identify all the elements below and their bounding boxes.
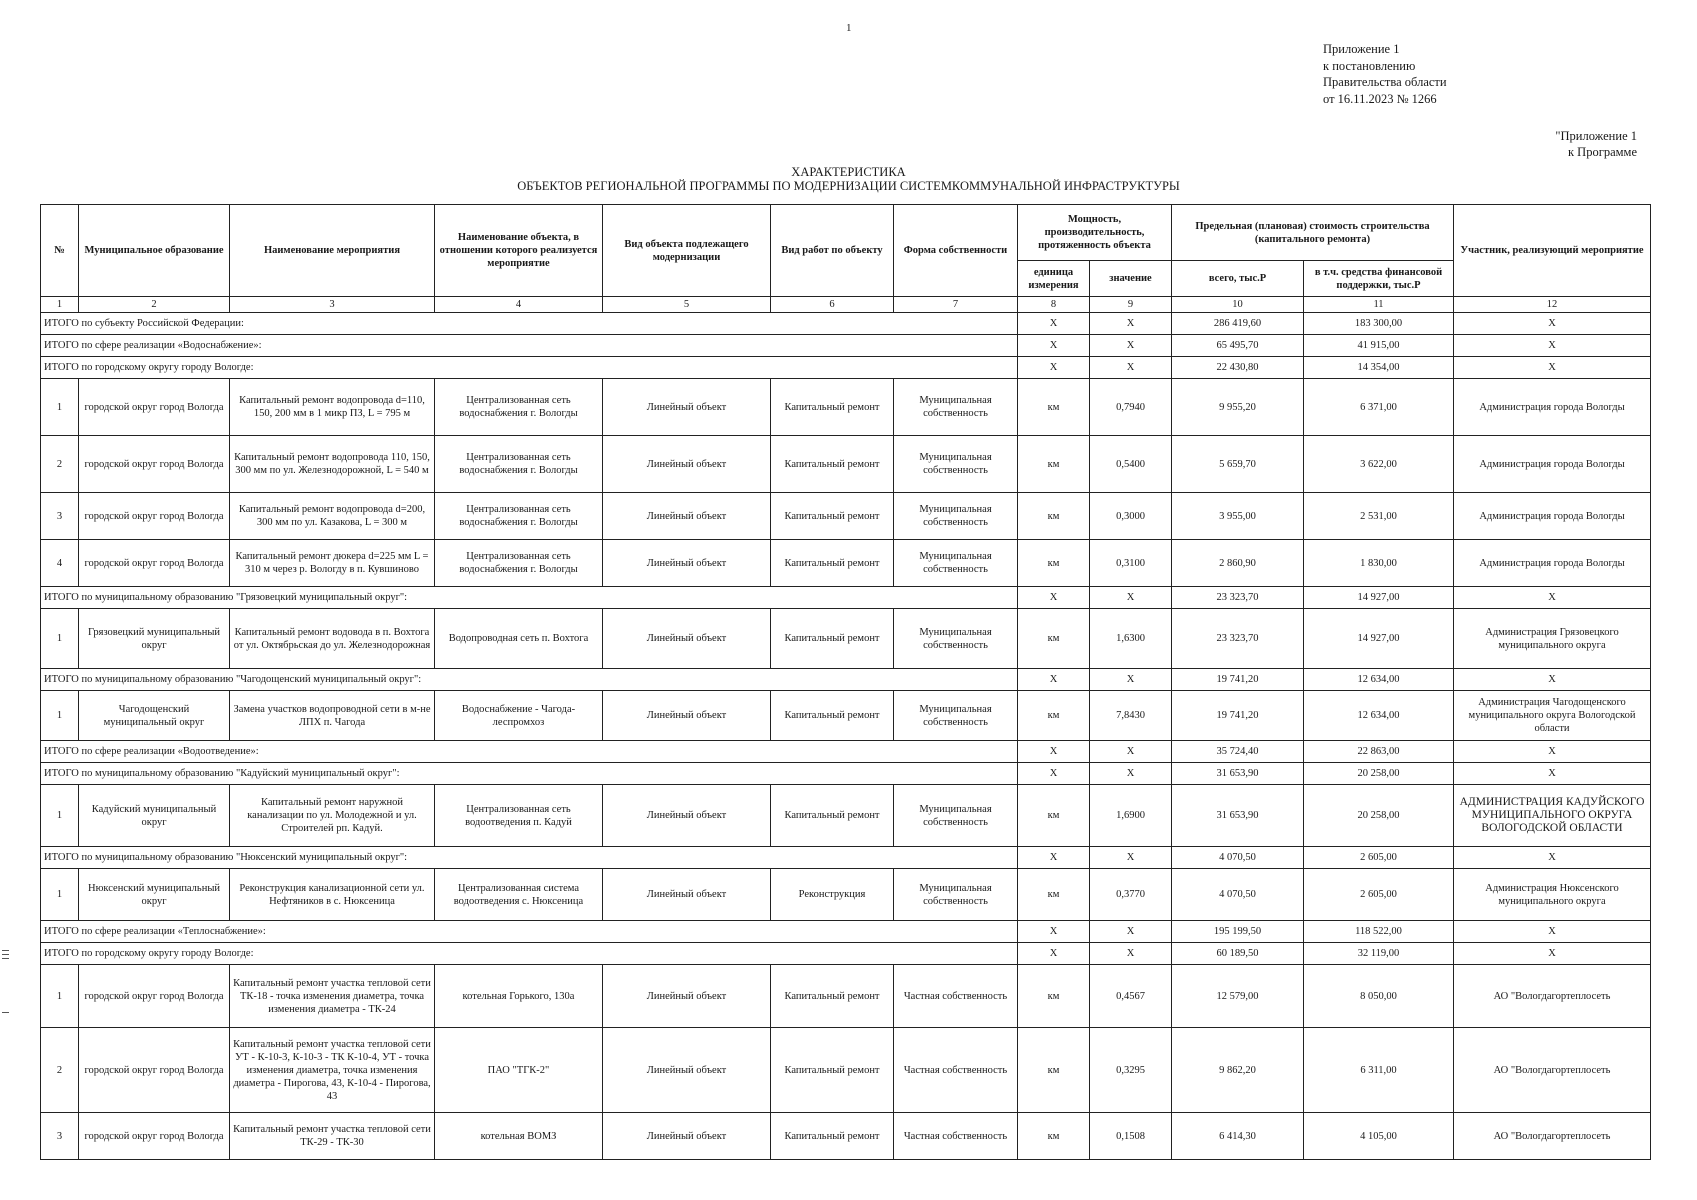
appendix-line: Приложение 1	[1323, 42, 1400, 56]
total-row	[41, 357, 1651, 379]
table-row	[41, 493, 1651, 540]
page-number: 1	[846, 22, 852, 34]
total-row	[41, 741, 1651, 763]
event-cell: Реконструкция канализационной сети ул. Нефтяников в с. Нюксеница	[230, 869, 435, 921]
municipality-cell: городской округ город Вологда	[79, 493, 230, 540]
header-num: №	[41, 205, 79, 297]
total-cost-cell: 31 653,90	[1172, 785, 1304, 847]
support-cost-cell: 2 605,00	[1304, 869, 1454, 921]
total-label: ИТОГО по сфере реализации «Водоотведение»:	[41, 741, 1018, 763]
object-type-cell: Линейный объект	[603, 691, 771, 741]
participant-cell: X	[1454, 741, 1651, 763]
support-cost-cell: 41 915,00	[1304, 335, 1454, 357]
object-cell: Централизованная система водоотведения с. Нюксеница	[435, 869, 603, 921]
participant-cell: X	[1454, 669, 1651, 691]
support-cost-cell: 32 119,00	[1304, 943, 1454, 965]
participant-cell: X	[1454, 921, 1651, 943]
event-cell: Капитальный ремонт участка тепловой сети ТК-18 - точка изменения диаметра, точка изменения диаметра - ТК-24	[230, 965, 435, 1028]
ownership-cell: Частная собственность	[894, 965, 1018, 1028]
header-municipality: Муниципальное образование	[79, 205, 230, 297]
object-cell: котельная Горького, 130а	[435, 965, 603, 1028]
unit-cell: X	[1018, 741, 1090, 763]
participant-cell: X	[1454, 847, 1651, 869]
value-cell: X	[1090, 587, 1172, 609]
appendix-program-line: к Программе	[1567, 145, 1637, 159]
row-number: 1	[41, 609, 79, 669]
row-number: 2	[41, 1028, 79, 1113]
participant-cell: Администрация города Вологды	[1454, 436, 1651, 493]
support-cost-cell: 22 863,00	[1304, 741, 1454, 763]
total-label: ИТОГО по сфере реализации «Теплоснабжение»:	[41, 921, 1018, 943]
unit-cell: км	[1018, 785, 1090, 847]
total-cost-cell: 286 419,60	[1172, 313, 1304, 335]
column-number: 9	[1090, 297, 1172, 313]
total-cost-cell: 65 495,70	[1172, 335, 1304, 357]
document-title	[0, 165, 1697, 193]
appendix-line: к постановлению	[1323, 58, 1416, 73]
row-number: 1	[41, 691, 79, 741]
ownership-cell: Частная собственность	[894, 1028, 1018, 1113]
value-cell: 0,3295	[1090, 1028, 1172, 1113]
row-number: 4	[41, 540, 79, 587]
value-cell: X	[1090, 313, 1172, 335]
participant-cell: X	[1454, 587, 1651, 609]
municipality-cell: Чагодощенский муниципальный округ	[79, 691, 230, 741]
object-type-cell: Линейный объект	[603, 436, 771, 493]
value-cell: X	[1090, 847, 1172, 869]
participant-cell: АО "Вологдагортеплосеть	[1454, 1113, 1651, 1160]
header-event: Наименование мероприятия	[230, 205, 435, 297]
total-label: ИТОГО по городскому округу городу Вологде:	[41, 357, 1018, 379]
work-type-cell: Капитальный ремонт	[771, 965, 894, 1028]
column-number: 12	[1454, 297, 1651, 313]
total-label: ИТОГО по субъекту Российской Федерации:	[41, 313, 1018, 335]
participant-cell: Администрация Грязовецкого муниципального округа	[1454, 609, 1651, 669]
unit-cell: X	[1018, 587, 1090, 609]
column-number: 7	[894, 297, 1018, 313]
value-cell: 0,7940	[1090, 379, 1172, 436]
table-row	[41, 785, 1651, 847]
event-cell: Капитальный ремонт наружной канализации по ул. Молодежной и ул. Строителей рп. Кадуй.	[230, 785, 435, 847]
support-cost-cell: 2 531,00	[1304, 493, 1454, 540]
column-number: 10	[1172, 297, 1304, 313]
ownership-cell: Муниципальная собственность	[894, 379, 1018, 436]
row-number: 1	[41, 965, 79, 1028]
object-type-cell: Линейный объект	[603, 785, 771, 847]
objects-table	[40, 204, 1651, 1160]
column-number: 8	[1018, 297, 1090, 313]
total-cost-cell: 9 955,20	[1172, 379, 1304, 436]
column-numbers-row	[41, 297, 1651, 313]
work-type-cell: Капитальный ремонт	[771, 540, 894, 587]
column-number: 5	[603, 297, 771, 313]
participant-cell: X	[1454, 943, 1651, 965]
total-row	[41, 669, 1651, 691]
object-type-cell: Линейный объект	[603, 1028, 771, 1113]
appendix-program-line: "Приложение 1	[1555, 129, 1637, 143]
work-type-cell: Капитальный ремонт	[771, 436, 894, 493]
unit-cell: X	[1018, 357, 1090, 379]
column-number: 6	[771, 297, 894, 313]
header-support: в т.ч. средства финансовой поддержки, тыс.Р	[1304, 261, 1454, 297]
total-label: ИТОГО по муниципальному образованию "Нюксенский муниципальный округ":	[41, 847, 1018, 869]
total-cost-cell: 22 430,80	[1172, 357, 1304, 379]
value-cell: X	[1090, 943, 1172, 965]
participant-cell: X	[1454, 357, 1651, 379]
unit-cell: X	[1018, 335, 1090, 357]
object-cell: Водопроводная сеть п. Вохтога	[435, 609, 603, 669]
support-cost-cell: 4 105,00	[1304, 1113, 1454, 1160]
margin-mark	[2, 958, 9, 959]
total-cost-cell: 4 070,50	[1172, 869, 1304, 921]
participant-cell: Администрация города Вологды	[1454, 379, 1651, 436]
unit-cell: км	[1018, 1028, 1090, 1113]
column-number: 1	[41, 297, 79, 313]
value-cell: 0,4567	[1090, 965, 1172, 1028]
total-cost-cell: 35 724,40	[1172, 741, 1304, 763]
unit-cell: км	[1018, 869, 1090, 921]
support-cost-cell: 6 371,00	[1304, 379, 1454, 436]
total-row	[41, 587, 1651, 609]
total-row	[41, 313, 1651, 335]
ownership-cell: Муниципальная собственность	[894, 869, 1018, 921]
work-type-cell: Капитальный ремонт	[771, 1028, 894, 1113]
total-row	[41, 763, 1651, 785]
value-cell: 1,6300	[1090, 609, 1172, 669]
value-cell: X	[1090, 921, 1172, 943]
header-object-type: Вид объекта подлежащего модернизации	[603, 205, 771, 297]
support-cost-cell: 12 634,00	[1304, 669, 1454, 691]
support-cost-cell: 183 300,00	[1304, 313, 1454, 335]
municipality-cell: городской округ город Вологда	[79, 1028, 230, 1113]
event-cell: Капитальный ремонт участка тепловой сети УТ - К-10-3, К-10-3 - ТК К-10-4, УТ - точка изменения диаметра, точка изменения диаметра - Пирогова, 43, К-10-4 - Пирогова, 43	[230, 1028, 435, 1113]
appendix-block	[1323, 41, 1447, 107]
object-cell: Централизованная сеть водоотведения п. Кадуй	[435, 785, 603, 847]
row-number: 3	[41, 493, 79, 540]
event-cell: Капитальный ремонт водовода в п. Вохтога от ул. Октябрьская до ул. Железнодорожная	[230, 609, 435, 669]
unit-cell: км	[1018, 540, 1090, 587]
margin-mark	[2, 1012, 9, 1013]
title-line-2: ОБЪЕКТОВ РЕГИОНАЛЬНОЙ ПРОГРАММЫ ПО МОДЕРНИЗАЦИИ СИСТЕМКОММУНАЛЬНОЙ ИНФРАСТРУКТУРЫ	[517, 179, 1180, 193]
work-type-cell: Реконструкция	[771, 869, 894, 921]
support-cost-cell: 14 927,00	[1304, 587, 1454, 609]
support-cost-cell: 2 605,00	[1304, 847, 1454, 869]
work-type-cell: Капитальный ремонт	[771, 493, 894, 540]
unit-cell: км	[1018, 965, 1090, 1028]
participant-cell: Администрация Чагодощенского муниципального округа Вологодской области	[1454, 691, 1651, 741]
header-participant: Участник, реализующий мероприятие	[1454, 205, 1651, 297]
object-type-cell: Линейный объект	[603, 965, 771, 1028]
unit-cell: X	[1018, 669, 1090, 691]
event-cell: Замена участков водопроводной сети в м-не ЛПХ п. Чагода	[230, 691, 435, 741]
total-cost-cell: 23 323,70	[1172, 587, 1304, 609]
value-cell: 0,3770	[1090, 869, 1172, 921]
total-label: ИТОГО по муниципальному образованию "Грязовецкий муниципальный округ":	[41, 587, 1018, 609]
header-total: всего, тыс.Р	[1172, 261, 1304, 297]
header-capacity: Мощность, производительность, протяженность объекта	[1018, 205, 1172, 261]
unit-cell: км	[1018, 379, 1090, 436]
row-number: 1	[41, 869, 79, 921]
work-type-cell: Капитальный ремонт	[771, 379, 894, 436]
table-row	[41, 1113, 1651, 1160]
total-cost-cell: 195 199,50	[1172, 921, 1304, 943]
work-type-cell: Капитальный ремонт	[771, 785, 894, 847]
participant-cell: АО "Вологдагортеплосеть	[1454, 965, 1651, 1028]
municipality-cell: Нюксенский муниципальный округ	[79, 869, 230, 921]
value-cell: 0,3000	[1090, 493, 1172, 540]
unit-cell: км	[1018, 691, 1090, 741]
value-cell: X	[1090, 741, 1172, 763]
column-number: 2	[79, 297, 230, 313]
total-row	[41, 335, 1651, 357]
event-cell: Капитальный ремонт дюкера d=225 мм L = 310 м через р. Вологду в п. Кувшиново	[230, 540, 435, 587]
header-object: Наименование объекта, в отношении которого реализуется мероприятие	[435, 205, 603, 297]
support-cost-cell: 14 927,00	[1304, 609, 1454, 669]
total-cost-cell: 60 189,50	[1172, 943, 1304, 965]
participant-cell: Администрация города Вологды	[1454, 493, 1651, 540]
total-cost-cell: 2 860,90	[1172, 540, 1304, 587]
value-cell: 0,1508	[1090, 1113, 1172, 1160]
value-cell: 0,3100	[1090, 540, 1172, 587]
work-type-cell: Капитальный ремонт	[771, 609, 894, 669]
row-number: 3	[41, 1113, 79, 1160]
municipality-cell: городской округ город Вологда	[79, 436, 230, 493]
participant-cell: АДМИНИСТРАЦИЯ КАДУЙСКОГО МУНИЦИПАЛЬНОГО ОКРУГА ВОЛОГОДСКОЙ ОБЛАСТИ	[1454, 785, 1651, 847]
support-cost-cell: 3 622,00	[1304, 436, 1454, 493]
object-cell: Водоснабжение - Чагода-леспромхоз	[435, 691, 603, 741]
table-body	[41, 313, 1651, 1160]
total-cost-cell: 23 323,70	[1172, 609, 1304, 669]
work-type-cell: Капитальный ремонт	[771, 1113, 894, 1160]
ownership-cell: Муниципальная собственность	[894, 540, 1018, 587]
unit-cell: км	[1018, 493, 1090, 540]
ownership-cell: Муниципальная собственность	[894, 436, 1018, 493]
appendix-line: Правительства области	[1323, 75, 1447, 89]
total-row	[41, 921, 1651, 943]
object-cell: Централизованная сеть водоснабжения г. Вологды	[435, 493, 603, 540]
table-row	[41, 691, 1651, 741]
municipality-cell: городской округ город Вологда	[79, 1113, 230, 1160]
object-type-cell: Линейный объект	[603, 869, 771, 921]
object-type-cell: Линейный объект	[603, 609, 771, 669]
support-cost-cell: 20 258,00	[1304, 763, 1454, 785]
ownership-cell: Частная собственность	[894, 1113, 1018, 1160]
table-row	[41, 965, 1651, 1028]
total-cost-cell: 12 579,00	[1172, 965, 1304, 1028]
header-unit: единица измерения	[1018, 261, 1090, 297]
object-cell: Централизованная сеть водоснабжения г. Вологды	[435, 379, 603, 436]
total-row	[41, 943, 1651, 965]
support-cost-cell: 20 258,00	[1304, 785, 1454, 847]
column-number: 3	[230, 297, 435, 313]
participant-cell: X	[1454, 335, 1651, 357]
participant-cell: X	[1454, 763, 1651, 785]
support-cost-cell: 6 311,00	[1304, 1028, 1454, 1113]
ownership-cell: Муниципальная собственность	[894, 691, 1018, 741]
object-cell: котельная ВОМЗ	[435, 1113, 603, 1160]
event-cell: Капитальный ремонт водопровода d=200, 300 мм по ул. Казакова, L = 300 м	[230, 493, 435, 540]
value-cell: X	[1090, 357, 1172, 379]
table-row	[41, 609, 1651, 669]
object-cell: Централизованная сеть водоснабжения г. Вологды	[435, 540, 603, 587]
row-number: 1	[41, 379, 79, 436]
margin-mark	[2, 950, 9, 951]
ownership-cell: Муниципальная собственность	[894, 785, 1018, 847]
value-cell: 0,5400	[1090, 436, 1172, 493]
value-cell: 7,8430	[1090, 691, 1172, 741]
unit-cell: км	[1018, 436, 1090, 493]
table-row	[41, 379, 1651, 436]
object-type-cell: Линейный объект	[603, 493, 771, 540]
unit-cell: X	[1018, 847, 1090, 869]
header-work-type: Вид работ по объекту	[771, 205, 894, 297]
column-number: 11	[1304, 297, 1454, 313]
participant-cell: Администрация Нюксенского муниципального округа	[1454, 869, 1651, 921]
header-value: значение	[1090, 261, 1172, 297]
total-cost-cell: 5 659,70	[1172, 436, 1304, 493]
unit-cell: км	[1018, 609, 1090, 669]
total-cost-cell: 6 414,30	[1172, 1113, 1304, 1160]
municipality-cell: Кадуйский муниципальный округ	[79, 785, 230, 847]
ownership-cell: Муниципальная собственность	[894, 493, 1018, 540]
support-cost-cell: 12 634,00	[1304, 691, 1454, 741]
total-cost-cell: 19 741,20	[1172, 691, 1304, 741]
appendix-line: от 16.11.2023 № 1266	[1323, 91, 1437, 106]
municipality-cell: Грязовецкий муниципальный округ	[79, 609, 230, 669]
header-cost: Предельная (плановая) стоимость строительства (капитального ремонта)	[1172, 205, 1454, 261]
total-label: ИТОГО по городскому округу городу Вологде:	[41, 943, 1018, 965]
total-cost-cell: 3 955,00	[1172, 493, 1304, 540]
table-row	[41, 1028, 1651, 1113]
total-cost-cell: 31 653,90	[1172, 763, 1304, 785]
margin-mark	[2, 954, 9, 955]
unit-cell: X	[1018, 921, 1090, 943]
event-cell: Капитальный ремонт водопровода d=110, 150, 200 мм в 1 микр ПЗ, L = 795 м	[230, 379, 435, 436]
support-cost-cell: 14 354,00	[1304, 357, 1454, 379]
title-line-1: ХАРАКТЕРИСТИКА	[791, 165, 906, 179]
support-cost-cell: 8 050,00	[1304, 965, 1454, 1028]
municipality-cell: городской округ город Вологда	[79, 965, 230, 1028]
object-type-cell: Линейный объект	[603, 379, 771, 436]
support-cost-cell: 118 522,00	[1304, 921, 1454, 943]
participant-cell: X	[1454, 313, 1651, 335]
event-cell: Капитальный ремонт водопровода 110, 150, 300 мм по ул. Железнодорожной, L = 540 м	[230, 436, 435, 493]
appendix-program-block	[1555, 128, 1637, 160]
row-number: 2	[41, 436, 79, 493]
value-cell: 1,6900	[1090, 785, 1172, 847]
table-row	[41, 540, 1651, 587]
municipality-cell: городской округ город Вологда	[79, 379, 230, 436]
total-label: ИТОГО по муниципальному образованию "Кадуйский муниципальный округ":	[41, 763, 1018, 785]
unit-cell: X	[1018, 943, 1090, 965]
table-row	[41, 436, 1651, 493]
unit-cell: X	[1018, 313, 1090, 335]
unit-cell: X	[1018, 763, 1090, 785]
support-cost-cell: 1 830,00	[1304, 540, 1454, 587]
total-cost-cell: 4 070,50	[1172, 847, 1304, 869]
total-cost-cell: 19 741,20	[1172, 669, 1304, 691]
participant-cell: АО "Вологдагортеплосеть	[1454, 1028, 1651, 1113]
work-type-cell: Капитальный ремонт	[771, 691, 894, 741]
value-cell: X	[1090, 763, 1172, 785]
object-cell: ПАО "ТГК-2"	[435, 1028, 603, 1113]
column-number: 4	[435, 297, 603, 313]
value-cell: X	[1090, 669, 1172, 691]
unit-cell: км	[1018, 1113, 1090, 1160]
event-cell: Капитальный ремонт участка тепловой сети ТК-29 - ТК-30	[230, 1113, 435, 1160]
participant-cell: Администрация города Вологды	[1454, 540, 1651, 587]
total-label: ИТОГО по муниципальному образованию "Чагодощенский муниципальный округ":	[41, 669, 1018, 691]
value-cell: X	[1090, 335, 1172, 357]
total-label: ИТОГО по сфере реализации «Водоснабжение»:	[41, 335, 1018, 357]
object-type-cell: Линейный объект	[603, 1113, 771, 1160]
row-number: 1	[41, 785, 79, 847]
object-type-cell: Линейный объект	[603, 540, 771, 587]
ownership-cell: Муниципальная собственность	[894, 609, 1018, 669]
total-cost-cell: 9 862,20	[1172, 1028, 1304, 1113]
total-row	[41, 847, 1651, 869]
object-cell: Централизованная сеть водоснабжения г. Вологды	[435, 436, 603, 493]
header-ownership: Форма собственности	[894, 205, 1018, 297]
table-row	[41, 869, 1651, 921]
municipality-cell: городской округ город Вологда	[79, 540, 230, 587]
